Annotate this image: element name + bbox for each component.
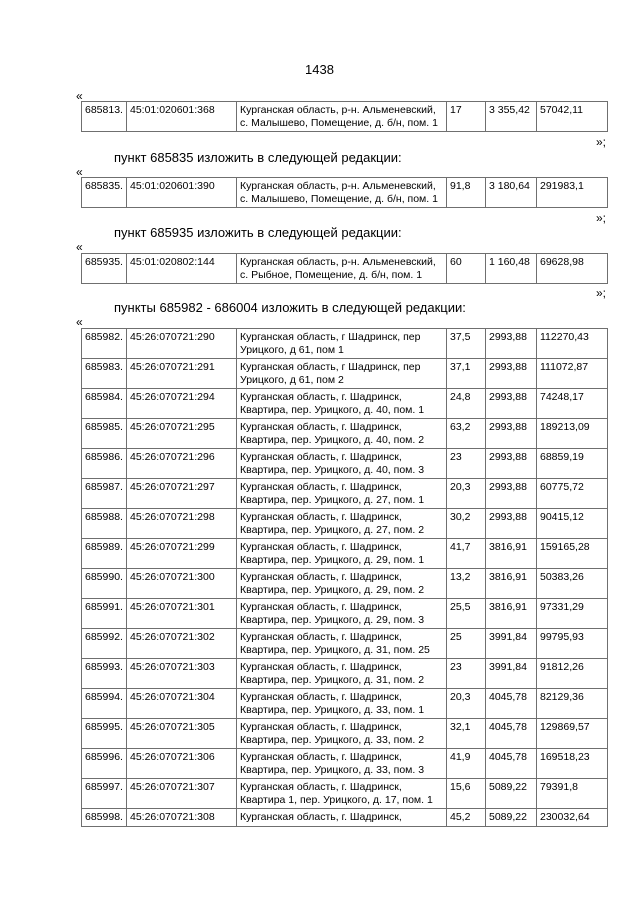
row-number-cell: 685986. bbox=[82, 449, 127, 479]
row-number-cell: 685995. bbox=[82, 719, 127, 749]
close-quote: »; bbox=[596, 135, 607, 149]
cadastral-number-cell: 45:26:070721:306 bbox=[127, 749, 237, 779]
rate-cell: 2993,88 bbox=[486, 479, 537, 509]
cadastral-value-cell: 159165,28 bbox=[537, 539, 608, 569]
row-number-cell: 685985. bbox=[82, 419, 127, 449]
table-row bbox=[82, 719, 608, 749]
cadastral-number-cell: 45:26:070721:299 bbox=[127, 539, 237, 569]
address-cell: Курганская область, г. Шадринск, Квартира, пер. Урицкого, д. 40, пом. 2 bbox=[237, 419, 447, 449]
cadastral-value-cell: 90415,12 bbox=[537, 509, 608, 539]
row-number-cell: 685993. bbox=[82, 659, 127, 689]
cadastral-number-cell: 45:26:070721:297 bbox=[127, 479, 237, 509]
cadastral-number-cell: 45:26:070721:305 bbox=[127, 719, 237, 749]
area-cell: 17 bbox=[447, 102, 486, 132]
address-cell: Курганская область, г. Шадринск, Квартира, пер. Урицкого, д. 29, пом. 1 bbox=[237, 539, 447, 569]
area-cell: 20,3 bbox=[447, 479, 486, 509]
table-row bbox=[82, 178, 608, 208]
rate-cell: 1 160,48 bbox=[486, 254, 537, 284]
rate-cell: 4045,78 bbox=[486, 689, 537, 719]
area-cell: 24,8 bbox=[447, 389, 486, 419]
row-number-cell: 685990. bbox=[82, 569, 127, 599]
table-row bbox=[82, 359, 608, 389]
cadastral-value-cell: 291983,1 bbox=[537, 178, 608, 208]
row-number-cell: 685982. bbox=[82, 329, 127, 359]
rate-cell: 4045,78 bbox=[486, 719, 537, 749]
row-number-cell: 685984. bbox=[82, 389, 127, 419]
rate-cell: 3 180,64 bbox=[486, 178, 537, 208]
area-cell: 60 bbox=[447, 254, 486, 284]
cadastral-number-cell: 45:26:070721:303 bbox=[127, 659, 237, 689]
table-row bbox=[82, 809, 608, 827]
cadastral-value-cell: 91812,26 bbox=[537, 659, 608, 689]
instruction-685935: пункт 685935 изложить в следующей редакции: bbox=[114, 225, 402, 240]
close-quote: »; bbox=[596, 211, 607, 225]
page-number: 1438 bbox=[305, 62, 334, 77]
cadastral-value-cell: 69628,98 bbox=[537, 254, 608, 284]
table-row bbox=[82, 479, 608, 509]
row-number-cell: 685998. bbox=[82, 809, 127, 827]
cadastral-value-cell: 50383,26 bbox=[537, 569, 608, 599]
cadastral-number-cell: 45:26:070721:298 bbox=[127, 509, 237, 539]
register-table-4 bbox=[81, 328, 608, 827]
cadastral-number-cell: 45:26:070721:300 bbox=[127, 569, 237, 599]
address-cell: Курганская область, г. Шадринск, Квартира, пер. Урицкого, д. 29, пом. 3 bbox=[237, 599, 447, 629]
table-row bbox=[82, 779, 608, 809]
row-number-cell: 685996. bbox=[82, 749, 127, 779]
open-quote: « bbox=[76, 165, 83, 179]
cadastral-value-cell: 111072,87 bbox=[537, 359, 608, 389]
address-cell: Курганская область, г. Шадринск, Квартира, пер. Урицкого, д. 33, пом. 2 bbox=[237, 719, 447, 749]
area-cell: 63,2 bbox=[447, 419, 486, 449]
cadastral-value-cell: 169518,23 bbox=[537, 749, 608, 779]
area-cell: 41,7 bbox=[447, 539, 486, 569]
table-row bbox=[82, 389, 608, 419]
area-cell: 41,9 bbox=[447, 749, 486, 779]
address-cell: Курганская область, р-н. Альменевский, с. Малышево, Помещение, д. б/н, пом. 1 bbox=[237, 102, 447, 132]
address-cell: Курганская область, г. Шадринск, Квартира, пер. Урицкого, д. 40, пом. 1 bbox=[237, 389, 447, 419]
table-row bbox=[82, 329, 608, 359]
close-quote: »; bbox=[596, 286, 607, 300]
address-cell: Курганская область, г. Шадринск, bbox=[237, 809, 447, 827]
area-cell: 45,2 bbox=[447, 809, 486, 827]
address-cell: Курганская область, г Шадринск, пер Урицкого, д 61, пом 1 bbox=[237, 329, 447, 359]
cadastral-value-cell: 129869,57 bbox=[537, 719, 608, 749]
address-cell: Курганская область, г. Шадринск, Квартира, пер. Урицкого, д. 33, пом. 3 bbox=[237, 749, 447, 779]
cadastral-number-cell: 45:26:070721:290 bbox=[127, 329, 237, 359]
cadastral-value-cell: 79391,8 bbox=[537, 779, 608, 809]
area-cell: 13,2 bbox=[447, 569, 486, 599]
address-cell: Курганская область, р-н. Альменевский, с. Малышево, Помещение, д. б/н, пом. 1 bbox=[237, 178, 447, 208]
register-table-1 bbox=[81, 101, 608, 132]
cadastral-number-cell: 45:26:070721:304 bbox=[127, 689, 237, 719]
area-cell: 37,1 bbox=[447, 359, 486, 389]
row-number-cell: 685987. bbox=[82, 479, 127, 509]
address-cell: Курганская область, р-н. Альменевский, с. Рыбное, Помещение, д. б/н, пом. 1 bbox=[237, 254, 447, 284]
area-cell: 25 bbox=[447, 629, 486, 659]
row-number-cell: 685989. bbox=[82, 539, 127, 569]
address-cell: Курганская область, г. Шадринск, Квартира, пер. Урицкого, д. 29, пом. 2 bbox=[237, 569, 447, 599]
cadastral-number-cell: 45:01:020601:368 bbox=[127, 102, 237, 132]
row-number-cell: 685935. bbox=[82, 254, 127, 284]
table-row bbox=[82, 254, 608, 284]
row-number-cell: 685992. bbox=[82, 629, 127, 659]
cadastral-number-cell: 45:26:070721:302 bbox=[127, 629, 237, 659]
open-quote: « bbox=[76, 315, 83, 329]
rate-cell: 2993,88 bbox=[486, 389, 537, 419]
area-cell: 25,5 bbox=[447, 599, 486, 629]
address-cell: Курганская область, г. Шадринск, Квартира, пер. Урицкого, д. 27, пом. 1 bbox=[237, 479, 447, 509]
address-cell: Курганская область, г. Шадринск, Квартира, пер. Урицкого, д. 40, пом. 3 bbox=[237, 449, 447, 479]
cadastral-number-cell: 45:26:070721:291 bbox=[127, 359, 237, 389]
instruction-685982-686004: пункты 685982 - 686004 изложить в следующей редакции: bbox=[114, 300, 466, 315]
rate-cell: 3816,91 bbox=[486, 569, 537, 599]
area-cell: 23 bbox=[447, 449, 486, 479]
rate-cell: 3991,84 bbox=[486, 659, 537, 689]
area-cell: 91,8 bbox=[447, 178, 486, 208]
cadastral-number-cell: 45:26:070721:301 bbox=[127, 599, 237, 629]
row-number-cell: 685835. bbox=[82, 178, 127, 208]
address-cell: Курганская область, г. Шадринск, Квартира, пер. Урицкого, д. 31, пом. 2 bbox=[237, 659, 447, 689]
address-cell: Курганская область, г. Шадринск, Квартира, пер. Урицкого, д. 27, пом. 2 bbox=[237, 509, 447, 539]
cadastral-number-cell: 45:26:070721:307 bbox=[127, 779, 237, 809]
cadastral-value-cell: 230032,64 bbox=[537, 809, 608, 827]
area-cell: 37,5 bbox=[447, 329, 486, 359]
rate-cell: 3816,91 bbox=[486, 539, 537, 569]
cadastral-value-cell: 189213,09 bbox=[537, 419, 608, 449]
row-number-cell: 685991. bbox=[82, 599, 127, 629]
address-cell: Курганская область, г. Шадринск, Квартира, пер. Урицкого, д. 31, пом. 25 bbox=[237, 629, 447, 659]
area-cell: 32,1 bbox=[447, 719, 486, 749]
register-table-3 bbox=[81, 253, 608, 284]
cadastral-value-cell: 99795,93 bbox=[537, 629, 608, 659]
rate-cell: 3991,84 bbox=[486, 629, 537, 659]
table-row bbox=[82, 689, 608, 719]
rate-cell: 5089,22 bbox=[486, 809, 537, 827]
cadastral-value-cell: 97331,29 bbox=[537, 599, 608, 629]
area-cell: 23 bbox=[447, 659, 486, 689]
area-cell: 15,6 bbox=[447, 779, 486, 809]
cadastral-value-cell: 68859,19 bbox=[537, 449, 608, 479]
instruction-685835: пункт 685835 изложить в следующей редакции: bbox=[114, 150, 402, 165]
cadastral-value-cell: 60775,72 bbox=[537, 479, 608, 509]
table-row bbox=[82, 419, 608, 449]
rate-cell: 3 355,42 bbox=[486, 102, 537, 132]
address-cell: Курганская область, г Шадринск, пер Урицкого, д 61, пом 2 bbox=[237, 359, 447, 389]
rate-cell: 5089,22 bbox=[486, 779, 537, 809]
rate-cell: 2993,88 bbox=[486, 329, 537, 359]
table-row bbox=[82, 749, 608, 779]
open-quote: « bbox=[76, 89, 83, 103]
cadastral-number-cell: 45:26:070721:294 bbox=[127, 389, 237, 419]
table-row bbox=[82, 659, 608, 689]
address-cell: Курганская область, г. Шадринск, Квартира 1, пер. Урицкого, д. 17, пом. 1 bbox=[237, 779, 447, 809]
cadastral-number-cell: 45:01:020802:144 bbox=[127, 254, 237, 284]
table-row bbox=[82, 629, 608, 659]
cadastral-value-cell: 82129,36 bbox=[537, 689, 608, 719]
register-table-2 bbox=[81, 177, 608, 208]
rate-cell: 3816,91 bbox=[486, 599, 537, 629]
row-number-cell: 685813. bbox=[82, 102, 127, 132]
address-cell: Курганская область, г. Шадринск, Квартира, пер. Урицкого, д. 33, пом. 1 bbox=[237, 689, 447, 719]
open-quote: « bbox=[76, 240, 83, 254]
cadastral-value-cell: 57042,11 bbox=[537, 102, 608, 132]
area-cell: 30,2 bbox=[447, 509, 486, 539]
rate-cell: 2993,88 bbox=[486, 449, 537, 479]
cadastral-number-cell: 45:01:020601:390 bbox=[127, 178, 237, 208]
area-cell: 20,3 bbox=[447, 689, 486, 719]
row-number-cell: 685997. bbox=[82, 779, 127, 809]
table-row bbox=[82, 539, 608, 569]
cadastral-number-cell: 45:26:070721:308 bbox=[127, 809, 237, 827]
table-row bbox=[82, 449, 608, 479]
rate-cell: 2993,88 bbox=[486, 359, 537, 389]
cadastral-number-cell: 45:26:070721:295 bbox=[127, 419, 237, 449]
cadastral-value-cell: 112270,43 bbox=[537, 329, 608, 359]
rate-cell: 4045,78 bbox=[486, 749, 537, 779]
row-number-cell: 685988. bbox=[82, 509, 127, 539]
rate-cell: 2993,88 bbox=[486, 419, 537, 449]
table-row bbox=[82, 509, 608, 539]
cadastral-value-cell: 74248,17 bbox=[537, 389, 608, 419]
row-number-cell: 685994. bbox=[82, 689, 127, 719]
row-number-cell: 685983. bbox=[82, 359, 127, 389]
table-row bbox=[82, 569, 608, 599]
table-row bbox=[82, 102, 608, 132]
rate-cell: 2993,88 bbox=[486, 509, 537, 539]
table-row bbox=[82, 599, 608, 629]
cadastral-number-cell: 45:26:070721:296 bbox=[127, 449, 237, 479]
